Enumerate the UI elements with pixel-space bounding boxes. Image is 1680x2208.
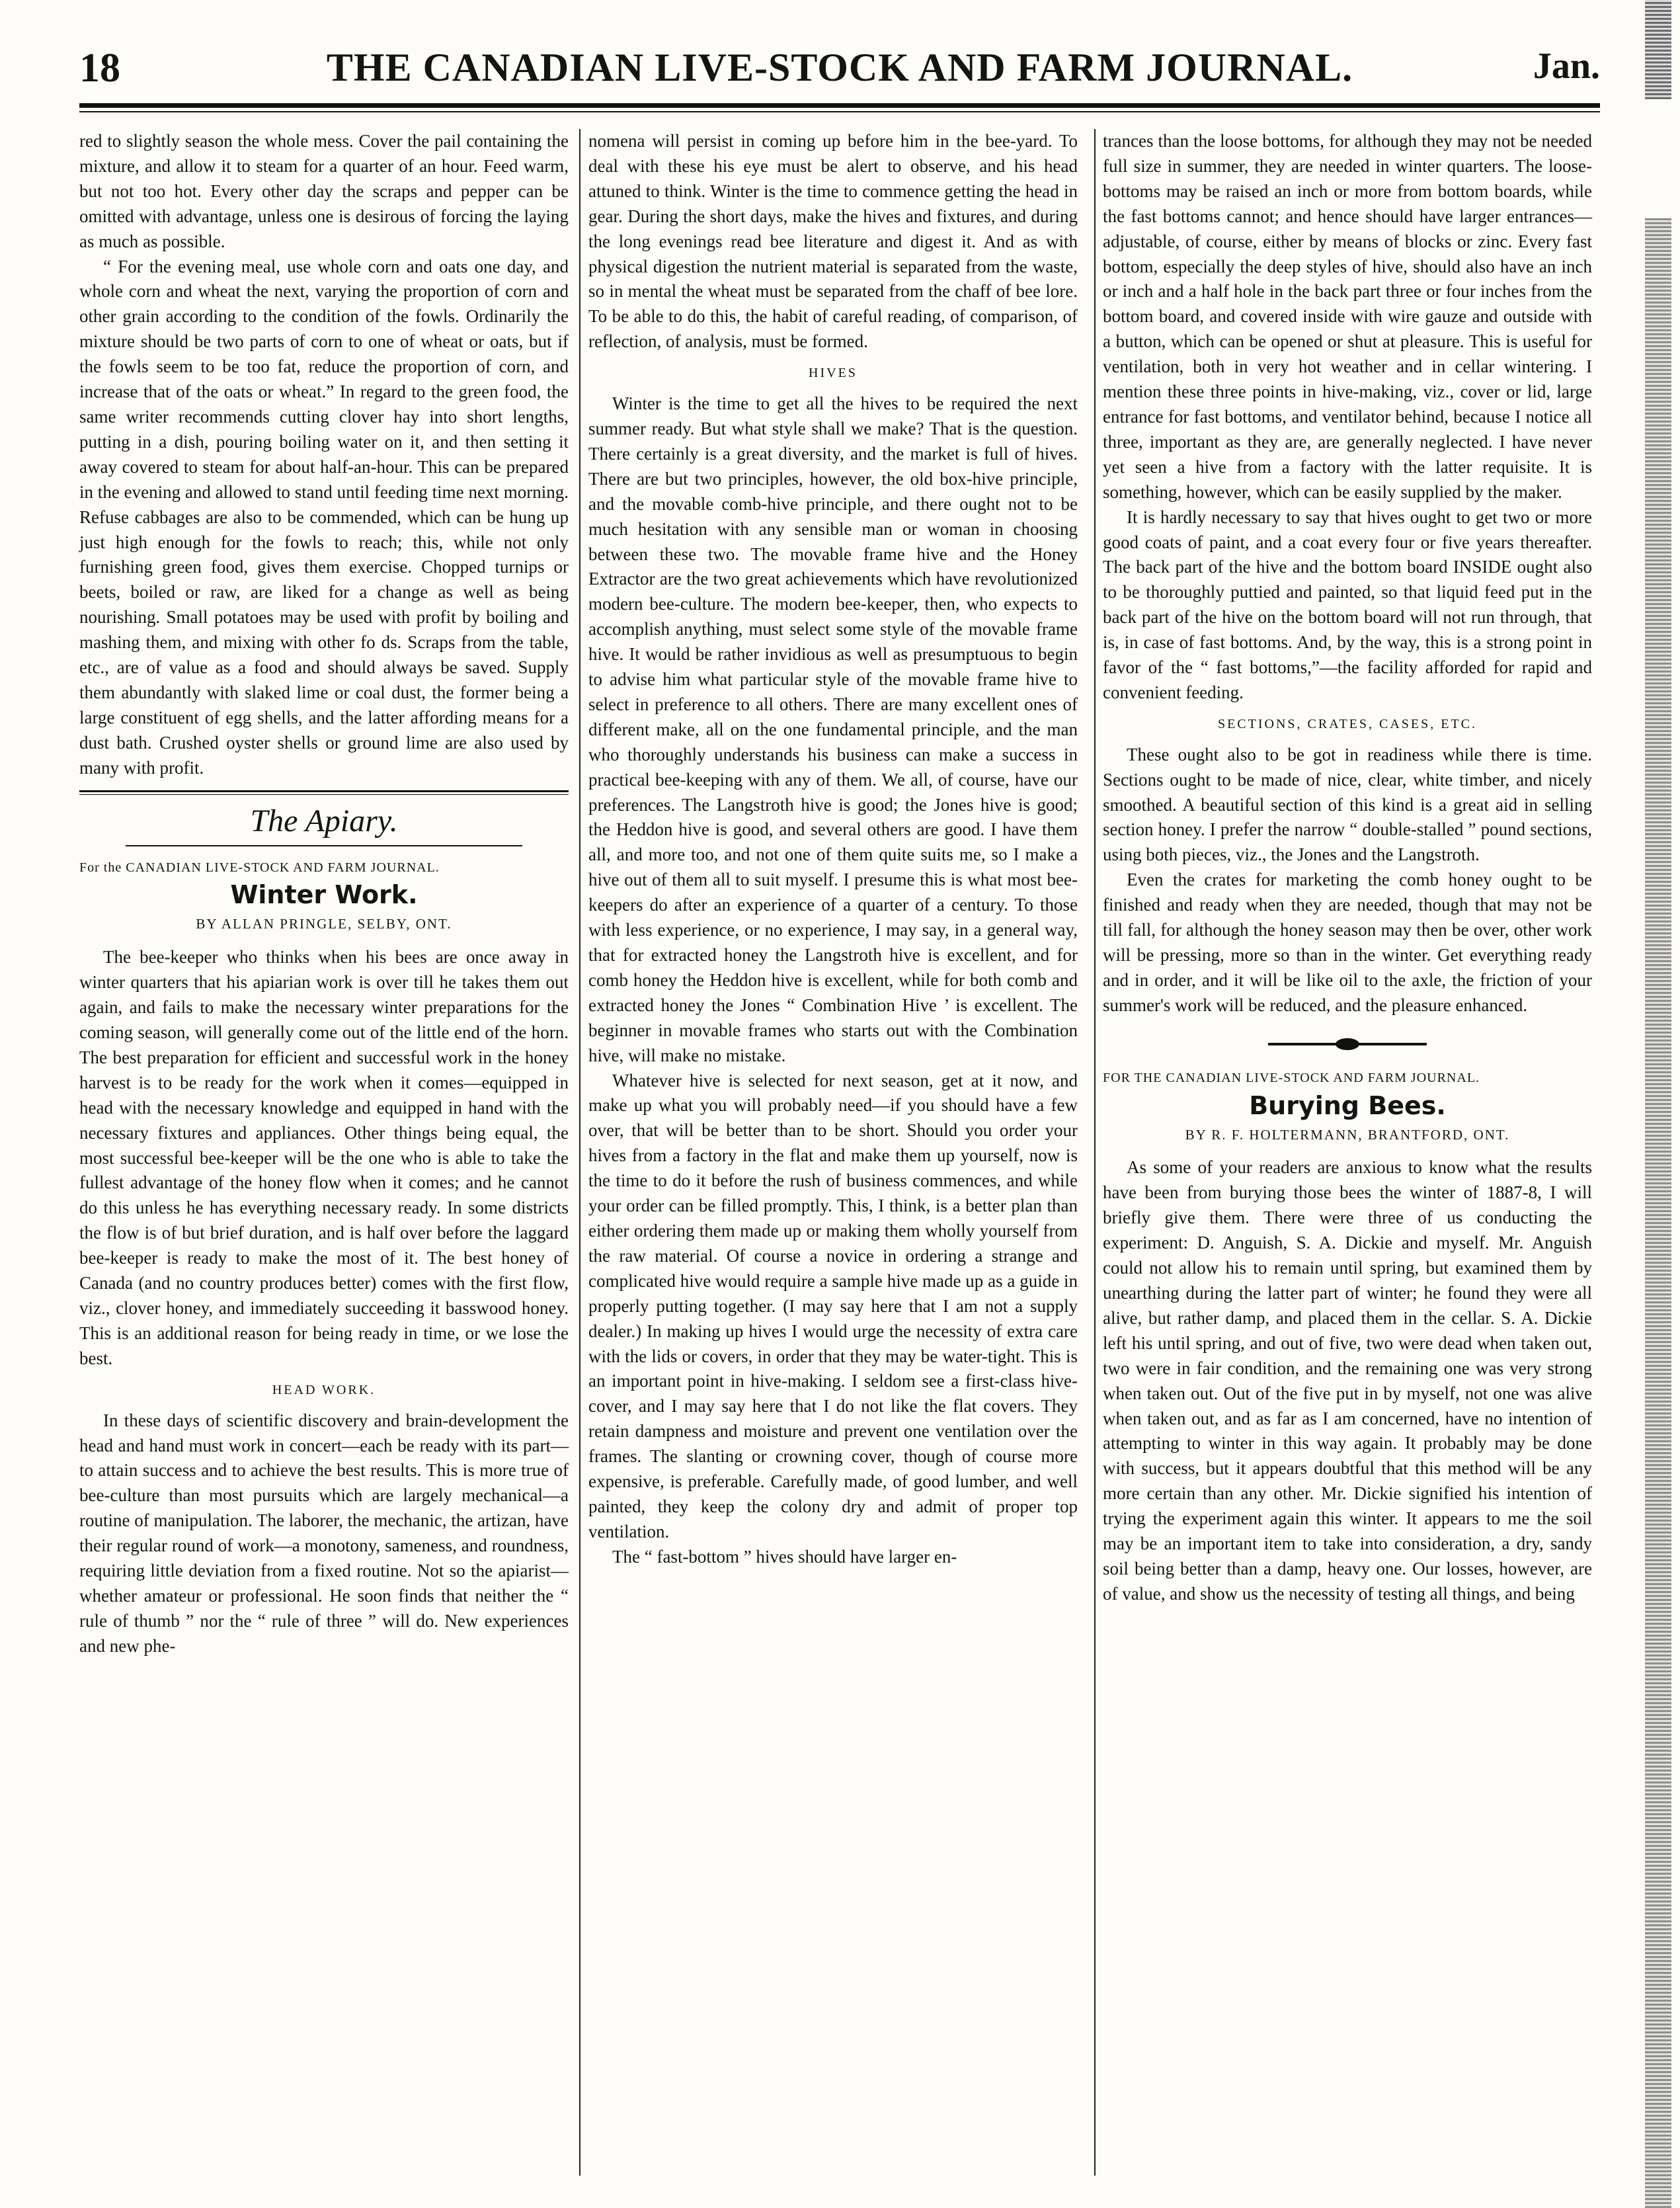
- article-byline: BY ALLAN PRINGLE, SELBY, ONT.: [196, 916, 452, 932]
- section-rule: [79, 794, 569, 795]
- journal-title: THE CANADIAN LIVE-STOCK AND FARM JOURNAL.: [326, 46, 1353, 89]
- scan-edge: [1645, 218, 1671, 2208]
- column-2: [588, 129, 1078, 1570]
- scan-edge: [1645, 0, 1671, 99]
- paragraph: red to slightly season the whole mess. Cover the pail containing the mixture, and allow it to steam for a quarter of an hour. Feed warm, but not too hot. Every other day the scraps and pepper can be omitted with advantage, unless one is desirous of forcing the laying as much as possible.: [79, 131, 569, 251]
- paragraph: The “ fast-bottom ” hives should have larger en-: [612, 1546, 957, 1567]
- masthead-rule-thick: [79, 103, 1600, 108]
- column-divider: [1094, 129, 1096, 2176]
- issue-month: Jan.: [1533, 46, 1600, 87]
- masthead-rule-thin: [79, 111, 1600, 112]
- paragraph: Winter is the time to get all the hives to be required the next summer ready. But what style shall we make? That is the question. There certainly is a great diversity, and the market is full of hives. There are but two principles, however, the old box-hive principle, and the movable comb-hive principle, and there ought not to be much hesitation with any sensible man or woman in choosing between these two. The movable frame hive and the Honey Extractor are the two great achievements which have revolutionized modern bee-culture. The modern bee-keeper, then, who expects to accomplish anything, must select some style of the movable frame hive. It would be rather invidious as well as presumptuous to begin to advise him what particular style of the movable frame hive to select in preference to all others. There are many excellent ones of different make, all on the one fundamental principle, and the man who thoroughly understands his business can make a success in practical bee-keeping with any of them. We all, of course, have our preferences. The Langstroth hive is good; the Jones hive is good; the Heddon hive is good, and several others are good. I have them all, and more too, and not one of them quite suits me, so I make a hive out of them all to suit myself. I presume this is what most bee-keepers do after an experience of a quarter of a century. To those with less experience, or no experience, I may say, in a general way, that for extracted honey the Langstroth hive is excellent, and for comb honey the Heddon hive is excellent, while for both comb and extracted honey the Jones “ Combination Hive ’ is excellent. The beginner in movable frames who starts out with the Combination hive, will make no mistake.: [588, 393, 1078, 1065]
- subheading: SECTIONS, CRATES, CASES, ETC.: [1217, 716, 1478, 731]
- section-rule: [79, 790, 569, 792]
- paragraph: Whatever hive is selected for next season, get at it now, and make up what you will probably need—if you should have a few over, that will be better than to be short. Should you order your hives from a factory in the flat and make them up yourself, now is the time to do it before the rush of business commences, and while your order can be filled promptly. This, I think, is a better plan than either ordering them made up or making them wholly yourself from the raw material. Of course a novice in ordering a strange and complicated hive would require a sample hive made up as a guide in properly putting together. (I may say here that I am not a supply dealer.) In making up hives I would urge the necessity of extra care with the lids or covers, in order that they may be water-tight. This is an important point in hive-making. I seldom see a first-class hive-cover, and I may say here that I do not like the flat covers. They retain dampness and moisture and prevent one ventilation over the frames. The slanting or crowning cover, though of course more expensive, is preferable. Carefully made, of good lumber, and well painted, they keep the colony dry and admit of proper top ventilation.: [588, 1070, 1078, 1541]
- page-number: 18: [79, 46, 120, 91]
- article-credit: FOR THE CANADIAN LIVE-STOCK AND FARM JOURNAL.: [1103, 1070, 1480, 1085]
- masthead: [79, 45, 1600, 98]
- paragraph: trances than the loose bottoms, for although they may not be needed full size in summer, they are needed in winter quarters. The loose-bottoms may be raised an inch or more from bottom boards, while the fast bottoms cannot; and hence should have larger entrances—adjustable, of course, either by means of blocks or zinc. Every fast bottom, especially the deep styles of hive, should also have an inch or inch and a half hole in the back part three or four inches from the bottom board, and covered inside with wire gauze and outside with a button, which can be opened or shut at pleasure. This is useful for ventilation, both in very hot weather and in cellar wintering. I mention these three points in hive-making, viz., cover or lid, large entrance for fast bottoms, and ventilator behind, because I notice all three, important as they are, are generally neglected. I have never yet seen a hive from a factory with the latter requisite. It is something, however, which can be easily supplied by the maker.: [1103, 131, 1592, 502]
- paragraph: As some of your readers are anxious to know what the results have been from burying those bees the winter of 1887-8, I will briefly give them. There were three of us conducting the experiment: D. Anguish, S. A. Dickie and myself. Mr. Anguish could not allow his to remain until spring, but examined them by unearthing during the latter part of winter; he found they were all alive, but rather damp, and placed them in the cellar. S. A. Dickie left his until spring, and out of five, two were dead when taken out, two were in fair condition, and the remaining one was very strong when taken out. Out of the five put in by myself, not one was alive when taken out, and as far as I am concerned, have no intention of attempting to winter in this way again. It probably may be done with success, but it appears doubtful that this method will be any more certain than any other. Mr. Dickie signified his intention of trying the experiment again this winter. It appears to me the soil may be an important item to take into consideration, a dry, sandy soil being better than a damp, heavy one. Our losses, however, are of value, and show us the necessity of testing all things, and being: [1103, 1157, 1592, 1604]
- paragraph: It is hardly necessary to say that hives ought to get two or more good coats of paint, and a coat every four or five years thereafter. The back part of the hive and the bottom board INSIDE ought also to be thoroughly puttied and painted, so that liquid feed put in the back part of the hive on the bottom board will not run through, that is, in case of fast bottoms. And, by the way, this is a strong point in favor of the “ fast bottoms,”—the facility afforded for rapid and convenient feeding.: [1103, 507, 1592, 702]
- section-rule: [126, 845, 522, 846]
- paragraph: Even the crates for marketing the comb honey ought to be finished and ready when they are needed, though that may not be till fall, for although the honey season may then be over, other work will be pressing, more so than in the winter. Get everything ready and in order, and it will be like oil to the axle, the friction of your summer's work will be reduced, and the pleasure enhanced.: [1103, 870, 1592, 1015]
- paragraph: In these days of scientific discovery and brain-development the head and hand must work in concert—each be ready with its part—to attain success and to achieve the best results. This is more true of bee-culture than most pursuits which are largely mechanical—a routine of manipulation. The laborer, the mechanic, the artizan, have their regular round of work—a monotony, sameness, and roundness, requiring little deviation from a fixed routine. Not so the apiarist—whether amateur or professional. He soon finds that neither the “ rule of thumb ” nor the “ rule of three ” will do. New experiences and new phe-: [79, 1410, 569, 1656]
- paragraph: These ought also to be got in readiness while there is time. Sections ought to be made of nice, clear, white timber, and nicely smoothed. A beautiful section of this kind is a great aid in selling section honey. I prefer the narrow “ double-stalled ” pound sections, using both pieces, viz., the Jones and the Langstroth.: [1103, 744, 1592, 865]
- article-headline: Burying Bees.: [1249, 1090, 1446, 1120]
- column-1: [79, 129, 569, 1659]
- article-headline: Winter Work.: [230, 880, 418, 910]
- ornament-divider: [1103, 1034, 1592, 1054]
- subheading: HEAD WORK.: [272, 1382, 376, 1397]
- column-3: [1103, 129, 1592, 1607]
- divider-ornament-icon: [1336, 1038, 1359, 1050]
- article-credit: For the CANADIAN LIVE-STOCK AND FARM JOURNAL.: [79, 860, 440, 875]
- article-byline: BY R. F. HOLTERMANN, BRANTFORD, ONT.: [1185, 1126, 1510, 1143]
- paragraph: The bee-keeper who thinks when his bees are once away in winter quarters that his apiarian work is over till he takes them out again, and fails to make the necessary winter preparations for the coming season, will generally come out of the little end of the horn. The best preparation for efficient and successful work in the honey harvest is to be ready for the work when it comes—equipped in head with the necessary knowledge and equipped in hand with the necessary fixtures and appliances. Other things being equal, the most successful bee-keeper will be the one who is able to take the fullest advantage of the honey flow when it comes; and he cannot do this unless he has everything necessary ready. In some districts the flow is of but brief duration, and is half over before the laggard bee-keeper is ready to make the most of it. The best honey of Canada (and no country produces better) comes with the first flow, viz., clover honey, and immediately succeeding it basswood honey. This is an additional reason for being ready in time, or we lose the best.: [79, 947, 569, 1368]
- department-heading: The Apiary.: [250, 803, 398, 838]
- paragraph: “ For the evening meal, use whole corn and oats one day, and whole corn and wheat the next, varying the proportion of corn and other grain according to the condition of the fowls. Ordinarily the mixture should be two parts of corn to one of wheat or oats, but if the fowls seem to be too fat, reduce the proportion of corn, and increase that of the oats or wheat.” In regard to the green food, the same writer recommends cutting clover hay into short lengths, putting in a dish, pouring boiling water on it, and then setting it away covered to steam for about half-an-hour. This can be prepared in the evening and allowed to stand until feeding time next morning. Refuse cabbages are also to be commended, which can be hung up just high enough for the fowls to reach; this, while not only furnishing green food, gives them exercise. Chopped turnips or beets, boiled or raw, are liked for a change as well as being nourishing. Small potatoes may be used with profit by boiling and mashing them, and mixing with other fo ds. Scraps from the table, etc., are of value as a food and should always be saved. Supply them abundantly with slaked lime or coal dust, the former being a large constituent of egg shells, and the latter affording means for a dust bath. Crushed oyster shells or ground lime are also used by many with profit.: [79, 256, 569, 778]
- paragraph: nomena will persist in coming up before him in the bee-yard. To deal with these his eye must be alert to observe, and his head attuned to think. Winter is the time to commence getting the head in gear. During the short days, make the hives and fixtures, and during the long evenings read bee literature and digest it. And as with physical digestion the nutrient material is separated from the waste, so in mental the wheat must be separated from the chaff of bee lore. To be able to do this, the habit of careful reading, of comparison, of reflection, of analysis, must be formed.: [588, 131, 1078, 352]
- subheading: HIVES: [809, 366, 858, 381]
- column-divider: [579, 129, 580, 2176]
